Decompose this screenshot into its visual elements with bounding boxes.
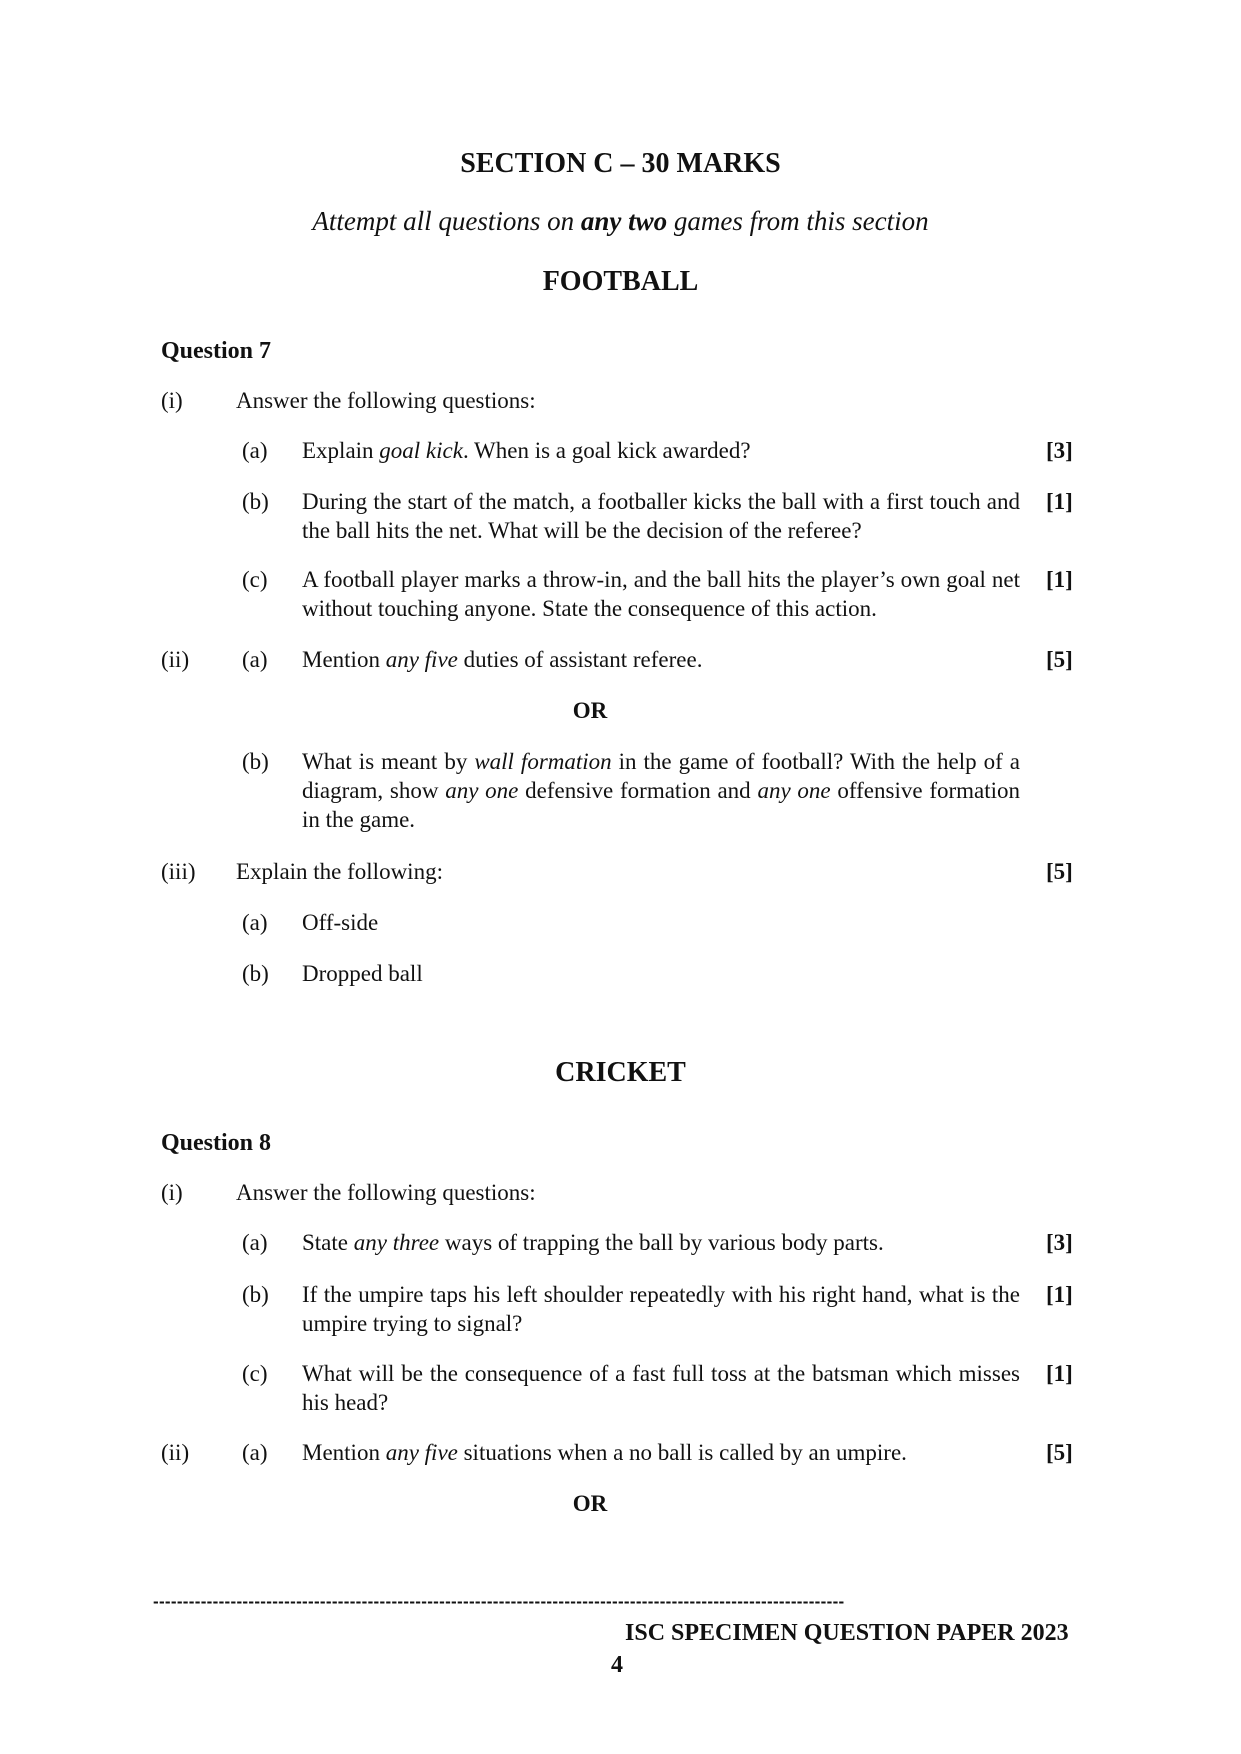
instruction-emphasis: any two xyxy=(580,206,668,236)
footer-title: ISC SPECIMEN QUESTION PAPER 2023 xyxy=(625,1620,1069,1646)
q7-i-b-letter: (b) xyxy=(242,489,269,514)
q8-i-a-em: any three xyxy=(353,1230,440,1255)
q7-i-b-marks: [1] xyxy=(1046,489,1073,514)
q8-ii-number: (ii) xyxy=(161,1440,190,1465)
q7-iii-marks: [5] xyxy=(1046,859,1073,884)
q7-ii-a-letter: (a) xyxy=(242,647,268,672)
q7-ii-b-t1: What is meant by xyxy=(302,749,475,774)
instruction-text-2: games from this section xyxy=(667,206,929,236)
question-7-label: Question 7 xyxy=(161,338,272,364)
q7-i-a-t1: Explain xyxy=(302,438,380,463)
q7-ii-b-text xyxy=(302,747,1020,834)
q7-ii-a-marks: [5] xyxy=(1046,647,1073,672)
q7-ii-b-e2: any one xyxy=(445,778,519,803)
q7-i-number: (i) xyxy=(161,388,183,413)
q7-i-a-t2: . When is a goal kick awarded? xyxy=(462,438,751,463)
q8-i-b-letter: (b) xyxy=(242,1282,269,1307)
q8-i-number: (i) xyxy=(161,1180,183,1205)
q7-ii-b-e1: wall formation xyxy=(474,749,612,774)
q7-or-divider: OR xyxy=(572,698,608,723)
q8-ii-a-letter: (a) xyxy=(242,1440,268,1465)
q8-i-a-marks: [3] xyxy=(1046,1230,1073,1255)
q7-ii-a-t1: Mention xyxy=(302,647,386,672)
q7-iii-a-letter: (a) xyxy=(242,910,268,935)
q7-i-text: Answer the following questions: xyxy=(236,388,536,413)
q7-i-a-marks: [3] xyxy=(1046,438,1073,463)
q8-i-c-text: What will be the consequence of a fast full toss at the batsman which misses his head? xyxy=(302,1361,1020,1415)
q7-i-a-letter: (a) xyxy=(242,438,268,463)
q8-i-a-t2: ways of trapping the ball by various body parts. xyxy=(439,1230,884,1255)
q7-ii-b-letter: (b) xyxy=(242,749,269,774)
q8-i-a-t1: State xyxy=(302,1230,354,1255)
q7-i-c-marks: [1] xyxy=(1046,567,1073,592)
q8-ii-a-t2: situations when a no ball is called by an umpire. xyxy=(457,1440,907,1465)
q8-ii-a-marks: [5] xyxy=(1046,1440,1073,1465)
q7-ii-b-t4: offensive formation in the game. xyxy=(302,778,1021,832)
question-8-label: Question 8 xyxy=(161,1130,272,1156)
q7-ii-a-em: any five xyxy=(385,647,458,672)
q8-i-c-letter: (c) xyxy=(242,1361,268,1386)
page-number: 4 xyxy=(611,1652,623,1678)
q7-iii-b-text: Dropped ball xyxy=(302,961,423,986)
q7-iii-b-letter: (b) xyxy=(242,961,269,986)
q7-i-b-text: During the start of the match, a footballer kicks the ball with a first touch and the ball hits the net. What will be the decision of the referee? xyxy=(302,489,1020,543)
cricket-heading: CRICKET xyxy=(555,1057,686,1088)
q7-ii-b-t3: defensive formation and xyxy=(518,778,758,803)
section-title: SECTION C – 30 MARKS xyxy=(460,148,781,179)
q8-i-b-text: If the umpire taps his left shoulder repeatedly with his right hand, what is the umpire trying to signal? xyxy=(302,1282,1020,1336)
q7-iii-text: Explain the following: xyxy=(236,859,443,884)
q7-i-a-em: goal kick xyxy=(379,438,463,463)
q7-i-c-text: A football player marks a throw-in, and the ball hits the player’s own goal net without touching anyone. State the consequence of this action. xyxy=(302,567,1020,621)
instruction-text-1: Attempt all questions on xyxy=(312,206,581,236)
q7-ii-number: (ii) xyxy=(161,647,190,672)
q7-i-c-letter: (c) xyxy=(242,567,268,592)
section-instruction xyxy=(0,206,1241,237)
q8-i-a-letter: (a) xyxy=(242,1230,268,1255)
q7-iii-a-text: Off-side xyxy=(302,910,379,935)
q8-ii-a-t1: Mention xyxy=(302,1440,386,1465)
q7-ii-b-e3: any one xyxy=(757,778,831,803)
q8-or-divider: OR xyxy=(572,1491,608,1516)
q8-ii-a-text xyxy=(302,1438,1020,1467)
q8-i-a-text xyxy=(302,1228,1020,1257)
q7-ii-a-t2: duties of assistant referee. xyxy=(457,647,703,672)
q7-ii-b-t2: in the game of football? With the help of a diagram, show xyxy=(302,749,1020,803)
q7-ii-a-text xyxy=(302,645,1020,674)
q8-i-c-marks: [1] xyxy=(1046,1361,1073,1386)
footer-dashed-rule: -------------------------------------------------------------------------------------------------------------------- xyxy=(153,1592,845,1611)
q7-iii-number: (iii) xyxy=(161,859,196,884)
q8-ii-a-em: any five xyxy=(385,1440,458,1465)
football-heading: FOOTBALL xyxy=(542,266,699,297)
q8-i-b-marks: [1] xyxy=(1046,1282,1073,1307)
q8-i-text: Answer the following questions: xyxy=(236,1180,536,1205)
q7-i-a-text xyxy=(302,436,1020,465)
